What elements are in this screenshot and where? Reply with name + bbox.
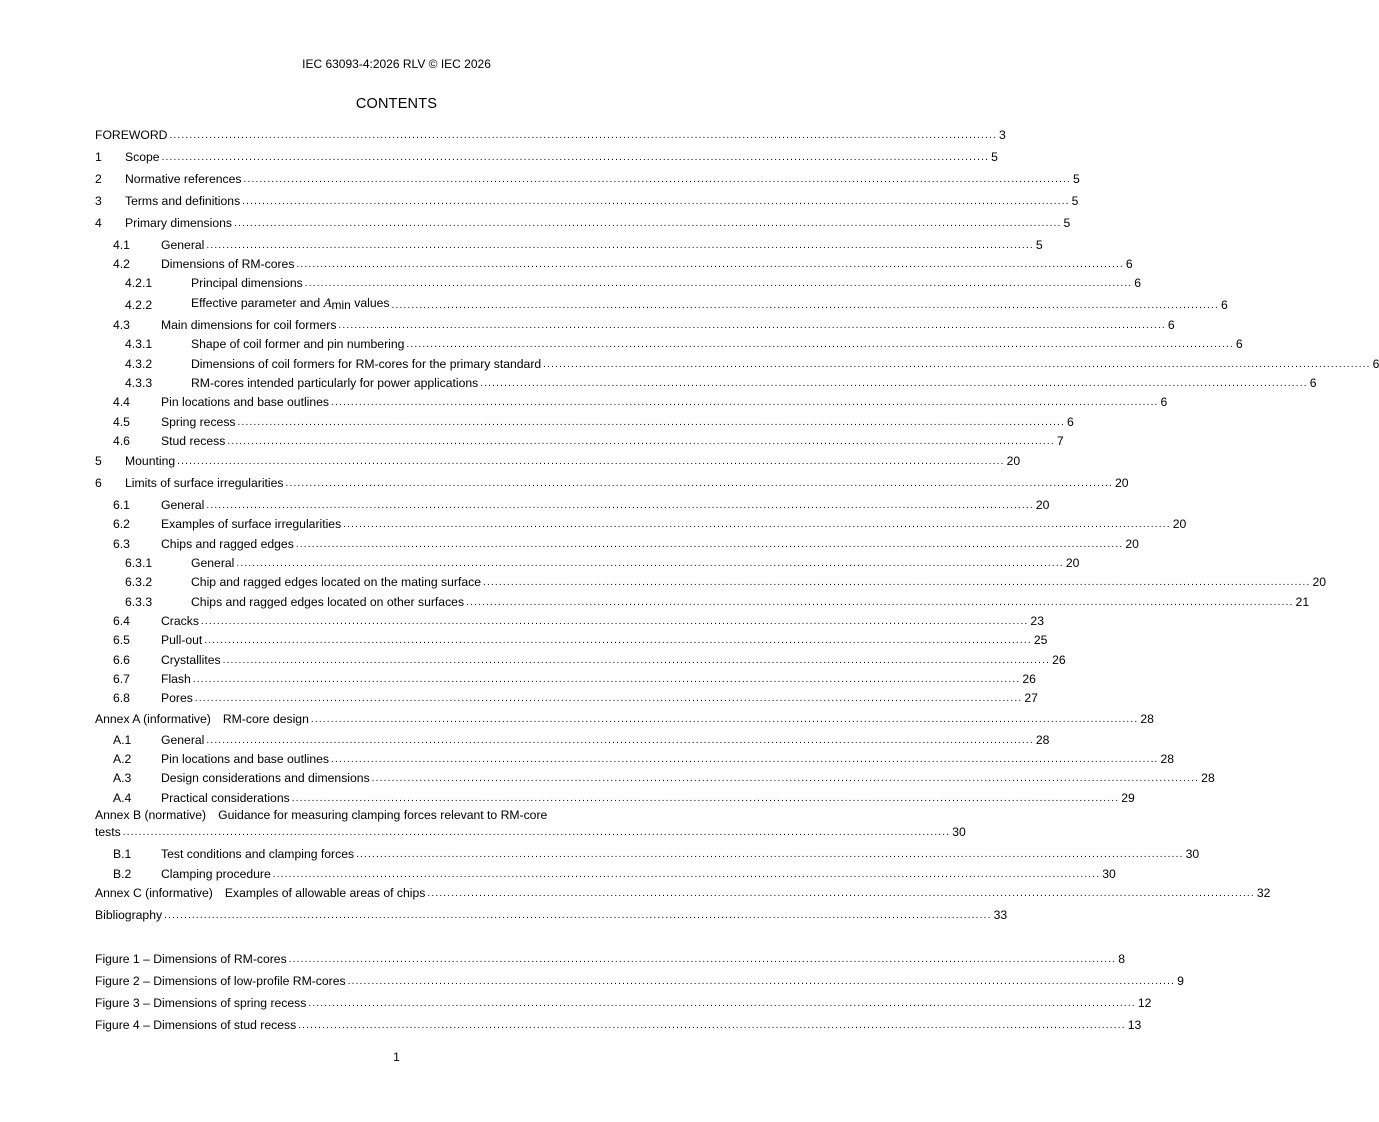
leader-dots: ................................................................................................................................................................................................................: [192, 674, 1021, 685]
toc-title: General: [161, 733, 205, 747]
toc-entry-6-1[interactable]: [95, 496, 1050, 512]
toc-entry-4-2-2[interactable]: [95, 294, 1228, 312]
leader-dots: ................................................................................................................................................................................................................: [234, 218, 1062, 229]
toc-entry-4-5[interactable]: [95, 413, 1074, 429]
toc-entry-a-3[interactable]: [95, 769, 1215, 785]
toc-title: Chips and ragged edges located on other surfaces: [191, 595, 465, 609]
leader-dots: ................................................................................................................................................................................................................: [161, 152, 990, 163]
toc-entry-4-6[interactable]: [95, 432, 1064, 448]
toc-page: 6: [1067, 415, 1074, 429]
toc-entry-annex-b[interactable]: [95, 823, 966, 839]
figure-title: Figure 1 – Dimensions of RM-cores: [95, 952, 287, 966]
leader-dots: ................................................................................................................................................................................................................: [169, 130, 997, 141]
leader-dots: ................................................................................................................................................................................................................: [296, 259, 1124, 270]
toc-page: 20: [1115, 476, 1129, 490]
toc-title: FOREWORD: [95, 128, 168, 142]
toc-entry-b-1[interactable]: [95, 845, 1200, 861]
toc-title: Test conditions and clamping forces: [161, 847, 355, 861]
toc-page: 30: [1185, 847, 1200, 861]
toc-title: Limits of surface irregularities: [125, 476, 284, 490]
toc-title: Chip and ragged edges located on the mating surface: [191, 575, 481, 589]
toc-page: 29: [1121, 791, 1135, 805]
toc-title: Scope: [125, 150, 160, 164]
toc-page: 25: [1033, 633, 1048, 647]
leader-dots: ................................................................................................................................................................................................................: [227, 436, 1055, 447]
toc-title: Pores: [161, 691, 193, 705]
leader-dots: ................................................................................................................................................................................................................: [206, 240, 1034, 251]
toc-number: 6.3.1: [125, 556, 153, 570]
toc-entry-1[interactable]: [95, 148, 998, 164]
toc-page: 6: [1309, 376, 1317, 390]
toc-number: 6.2: [113, 517, 130, 531]
toc-entry-6-8[interactable]: [95, 689, 1038, 705]
toc-entry-6-6[interactable]: [95, 651, 1066, 667]
toc-number: 6.5: [113, 633, 130, 647]
toc-entry-6-3-2[interactable]: [95, 573, 1327, 589]
leader-dots: ................................................................................................................................................................................................................: [298, 1020, 1126, 1031]
leader-dots: ................................................................................................................................................................................................................: [242, 196, 1070, 207]
toc-page: 5: [1073, 172, 1080, 186]
toc-title-pre: Effective parameter and: [191, 296, 324, 310]
toc-number: 6.3: [113, 537, 130, 551]
toc-title: Chips and ragged edges: [161, 537, 294, 551]
toc-number: 4: [95, 216, 102, 230]
toc-number: 4.5: [113, 415, 130, 429]
toc-page: 3: [998, 128, 1006, 142]
toc-page: 26: [1052, 653, 1066, 667]
toc-entry-4[interactable]: [95, 214, 1071, 230]
toc-title: Mounting: [125, 454, 176, 468]
leader-dots: ................................................................................................................................................................................................................: [177, 456, 1005, 467]
toc-title: Dimensions of RM-cores: [161, 257, 295, 271]
toc-number: 6.4: [113, 614, 130, 628]
leader-dots: ................................................................................................................................................................................................................: [200, 616, 1029, 627]
toc-title: [191, 296, 389, 312]
annex-label: Annex B (normative): [95, 808, 207, 822]
toc-entry-annex-b-line1[interactable]: [95, 808, 698, 824]
toc-entry-annex-a[interactable]: [95, 710, 1154, 726]
toc-entry-4-3-1[interactable]: [95, 335, 1243, 351]
toc-entry-5[interactable]: [95, 452, 1021, 468]
figure-entry-1[interactable]: [95, 950, 1125, 966]
toc-title: Primary dimensions: [125, 216, 233, 230]
toc-page: 6: [1134, 276, 1142, 290]
toc-number: 6: [95, 476, 102, 490]
page-number: 1: [393, 1050, 400, 1064]
leader-dots: ................................................................................................................................................................................................................: [304, 278, 1133, 289]
toc-title: Cracks: [161, 614, 199, 628]
toc-entry-6-2[interactable]: [95, 515, 1187, 531]
figure-entry-3[interactable]: [95, 994, 1152, 1010]
toc-page: 7: [1056, 434, 1064, 448]
leader-dots: ................................................................................................................................................................................................................: [206, 500, 1034, 511]
toc-entry-6-3-1[interactable]: [95, 554, 1080, 570]
toc-page: 21: [1295, 595, 1310, 609]
toc-number: 4.1: [113, 238, 130, 252]
leader-dots: ................................................................................................................................................................................................................: [295, 539, 1124, 550]
toc-page: 23: [1030, 614, 1044, 628]
leader-dots: ................................................................................................................................................................................................................: [204, 635, 1032, 646]
leader-dots: ................................................................................................................................................................................................................: [483, 577, 1311, 588]
toc-title: Flash: [161, 672, 191, 686]
toc-number: 6.6: [113, 653, 130, 667]
toc-page: 27: [1024, 691, 1038, 705]
toc-title: Practical considerations: [161, 791, 290, 805]
leader-dots: ................................................................................................................................................................................................................: [427, 888, 1255, 899]
leader-dots: ................................................................................................................................................................................................................: [543, 359, 1371, 370]
annex-label: Annex A (informative): [95, 712, 211, 726]
toc-page: 9: [1177, 974, 1184, 988]
toc-entry-6-4[interactable]: [95, 612, 1044, 628]
toc-number: 5: [95, 454, 102, 468]
leader-dots: ................................................................................................................................................................................................................: [338, 320, 1166, 331]
toc-page: 5: [1035, 238, 1043, 252]
toc-page: 20: [1006, 454, 1021, 468]
toc-page: 32: [1256, 886, 1271, 900]
toc-entry-6-3[interactable]: [95, 535, 1139, 551]
toc-title: RM-core design: [222, 712, 309, 726]
toc-page: 26: [1022, 672, 1036, 686]
toc-entry-6-3-3[interactable]: [95, 593, 1310, 609]
toc-number: 2: [95, 172, 102, 186]
toc-page: 6: [1125, 257, 1133, 271]
toc-number: 4.3.2: [125, 357, 153, 371]
figure-title: Figure 3 – Dimensions of spring recess: [95, 996, 307, 1010]
figure-entry-4[interactable]: [95, 1016, 1142, 1032]
leader-dots: ................................................................................................................................................................................................................: [356, 849, 1184, 860]
toc-entry-4-3-3[interactable]: [95, 374, 1317, 390]
toc-number: 6.7: [113, 672, 130, 686]
toc-title: Pin locations and base outlines: [161, 752, 330, 766]
leader-dots: ................................................................................................................................................................................................................: [206, 735, 1034, 746]
toc-number: 6.3.2: [125, 575, 153, 589]
toc-number: A.4: [113, 791, 132, 805]
toc-entry-bibliography[interactable]: [95, 906, 1008, 922]
toc-number: 4.3: [113, 318, 130, 332]
toc-page: 20: [1312, 575, 1327, 589]
toc-page: 30: [1102, 867, 1116, 881]
toc-page: 6: [1220, 298, 1228, 312]
toc-title: RM-cores intended particularly for power applications: [191, 376, 479, 390]
toc-entry-4-2[interactable]: [95, 255, 1133, 271]
leader-dots: ................................................................................................................................................................................................................: [343, 519, 1171, 530]
toc-title: Pull-out: [161, 633, 203, 647]
toc-number: 4.4: [113, 395, 130, 409]
toc-entry-a-4[interactable]: [95, 789, 1135, 805]
toc-number: 1: [95, 150, 102, 164]
leader-dots: ................................................................................................................................................................................................................: [285, 478, 1113, 489]
leader-dots: ................................................................................................................................................................................................................: [347, 976, 1176, 987]
toc-number: 4.6: [113, 434, 130, 448]
leader-dots: ................................................................................................................................................................................................................: [480, 378, 1308, 389]
toc-page: 28: [1201, 771, 1215, 785]
toc-number: 6.3.3: [125, 595, 153, 609]
figure-title: Figure 4 – Dimensions of stud recess: [95, 1018, 297, 1032]
document-header: IEC 63093-4:2026 RLV © IEC 2026: [302, 57, 491, 71]
symbol-subscript: min: [331, 298, 351, 312]
toc-entry-3[interactable]: [95, 192, 1079, 208]
toc-page: 30: [952, 825, 966, 839]
figure-title: Figure 2 – Dimensions of low-profile RM-cores: [95, 974, 346, 988]
figure-entry-2[interactable]: [95, 972, 1184, 988]
toc-title-post: values: [350, 296, 390, 310]
toc-number: 4.3.1: [125, 337, 153, 351]
toc-title: Design considerations and dimensions: [161, 771, 370, 785]
leader-dots: ................................................................................................................................................................................................................: [194, 693, 1023, 704]
toc-page: 20: [1035, 498, 1050, 512]
leader-dots: ................................................................................................................................................................................................................: [308, 998, 1136, 1009]
toc-number: B.2: [113, 867, 132, 881]
toc-entry-6-7[interactable]: [95, 670, 1036, 686]
toc-number: 4.2.2: [125, 298, 153, 312]
toc-title: Principal dimensions: [191, 276, 303, 290]
toc-entry-6-5[interactable]: [95, 631, 1048, 647]
toc-number: 6.1: [113, 498, 130, 512]
toc-number: A.3: [113, 771, 132, 785]
toc-page: 8: [1118, 952, 1125, 966]
toc-title-continued: tests: [95, 825, 121, 839]
toc-title: General: [161, 498, 205, 512]
toc-title: Spring recess: [161, 415, 236, 429]
toc-title: Pin locations and base outlines: [161, 395, 330, 409]
toc-title: Guidance for measuring clamping forces relevant to RM-core: [218, 808, 548, 822]
leader-dots: ................................................................................................................................................................................................................: [222, 655, 1051, 666]
toc-title: Examples of surface irregularities: [161, 517, 342, 531]
toc-page: 33: [993, 908, 1008, 922]
toc-number: B.1: [113, 847, 132, 861]
toc-entry-annex-c[interactable]: [95, 884, 1271, 900]
leader-dots: ................................................................................................................................................................................................................: [288, 954, 1117, 965]
toc-page: 20: [1172, 517, 1187, 531]
leader-dots: ................................................................................................................................................................................................................: [291, 793, 1120, 804]
page-title: CONTENTS: [355, 96, 438, 112]
toc-title: General: [191, 556, 235, 570]
leader-dots: ................................................................................................................................................................................................................: [122, 827, 951, 838]
toc-page: 13: [1127, 1018, 1142, 1032]
toc-title: Shape of coil former and pin numbering: [191, 337, 405, 351]
toc-page: 28: [1035, 733, 1050, 747]
toc-page: 6: [1372, 357, 1379, 371]
leader-dots: ................................................................................................................................................................................................................: [331, 754, 1159, 765]
toc-number: 6.8: [113, 691, 130, 705]
toc-title: Stud recess: [161, 434, 226, 448]
toc-entry-b-2[interactable]: [95, 865, 1116, 881]
toc-page: 20: [1065, 556, 1080, 570]
toc-entry-6[interactable]: [95, 474, 1129, 490]
toc-page: 12: [1137, 996, 1152, 1010]
toc-page: 28: [1140, 712, 1154, 726]
toc-title: Normative references: [125, 172, 242, 186]
toc-number: 4.3.3: [125, 376, 153, 390]
leader-dots: ................................................................................................................................................................................................................: [391, 300, 1219, 311]
toc-entry-4-1[interactable]: [95, 236, 1043, 252]
toc-page: 6: [1160, 395, 1168, 409]
leader-dots: ................................................................................................................................................................................................................: [164, 910, 992, 921]
toc-number: A.1: [113, 733, 132, 747]
leader-dots: ................................................................................................................................................................................................................: [310, 714, 1139, 725]
toc-title: Terms and definitions: [125, 194, 241, 208]
toc-title: Examples of allowable areas of chips: [224, 886, 426, 900]
leader-dots: ................................................................................................................................................................................................................: [371, 773, 1200, 784]
toc-page: 6: [1167, 318, 1175, 332]
toc-entry-2[interactable]: [95, 170, 1080, 186]
toc-number: 4.2.1: [125, 276, 153, 290]
toc-number: 4.2: [113, 257, 130, 271]
leader-dots: ................................................................................................................................................................................................................: [236, 558, 1064, 569]
toc-title: General: [161, 238, 205, 252]
toc-number: 3: [95, 194, 102, 208]
toc-page: 5: [1071, 194, 1079, 208]
toc-entry-a-1[interactable]: [95, 731, 1050, 747]
leader-dots: ................................................................................................................................................................................................................: [237, 417, 1066, 428]
toc-entry-4-3-2[interactable]: [95, 355, 1379, 371]
leader-dots: ................................................................................................................................................................................................................: [331, 397, 1159, 408]
toc-entry-4-4[interactable]: [95, 393, 1168, 409]
toc-title: Main dimensions for coil formers: [161, 318, 337, 332]
leader-dots: ................................................................................................................................................................................................................: [466, 597, 1294, 608]
symbol-a: A: [323, 295, 332, 310]
toc-entry-4-2-1[interactable]: [95, 274, 1142, 290]
leader-dots: ................................................................................................................................................................................................................: [406, 339, 1234, 350]
toc-page: 28: [1160, 752, 1175, 766]
leader-dots: ................................................................................................................................................................................................................: [243, 174, 1072, 185]
toc-entry-foreword[interactable]: [95, 126, 1006, 142]
annex-label: Annex C (informative): [95, 886, 213, 900]
toc-title: Bibliography: [95, 908, 163, 922]
toc-number: A.2: [113, 752, 132, 766]
toc-entry-a-2[interactable]: [95, 750, 1175, 766]
leader-dots: ................................................................................................................................................................................................................: [272, 869, 1101, 880]
toc-entry-4-3[interactable]: [95, 316, 1175, 332]
toc-title: Clamping procedure: [161, 867, 271, 881]
toc-page: 20: [1125, 537, 1139, 551]
toc-page: 5: [991, 150, 998, 164]
toc-title: Crystallites: [161, 653, 221, 667]
toc-title: Dimensions of coil formers for RM-cores for the primary standard: [191, 357, 542, 371]
toc-page: 6: [1235, 337, 1243, 351]
toc-page: 5: [1063, 216, 1071, 230]
